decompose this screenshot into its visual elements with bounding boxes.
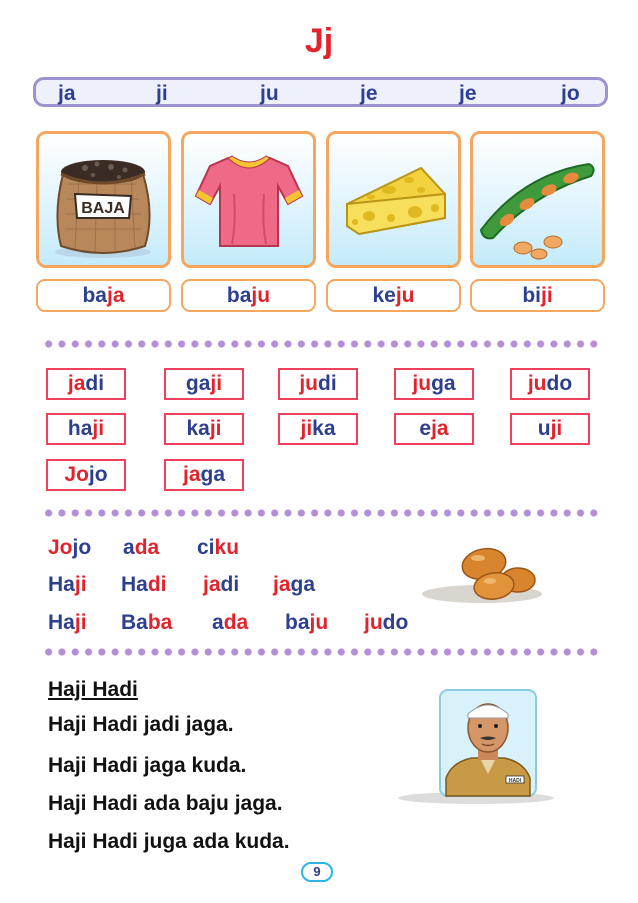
sentence-word: jadi	[203, 573, 240, 596]
syllable: jo	[561, 82, 580, 105]
word-box: haji	[46, 413, 126, 445]
card-word: baju	[181, 279, 316, 312]
card-word: keju	[326, 279, 461, 312]
word-box: uji	[510, 413, 590, 445]
sentence-word: Haji	[48, 611, 87, 634]
seed-pod-image	[473, 134, 602, 265]
sentence-word: baju	[285, 611, 329, 634]
sentence-word: jaga	[273, 573, 316, 596]
shirt-image	[184, 134, 313, 265]
syllable: ju	[260, 82, 279, 105]
ciku-fruit-image	[420, 538, 545, 606]
sack-label: BAJA	[81, 200, 125, 217]
word-box: gaji	[164, 368, 244, 400]
card-word: biji	[470, 279, 605, 312]
card-word: baja	[36, 279, 171, 312]
page-number: 9	[301, 862, 333, 882]
story-line: Haji Hadi ada baju jaga.	[48, 792, 283, 815]
cheese-image	[329, 134, 458, 265]
story-line: Haji Hadi juga ada kuda.	[48, 830, 290, 853]
sentence-word: ada	[212, 611, 249, 634]
syllable: ja	[58, 82, 76, 105]
word-box: jika	[278, 413, 358, 445]
sentence-word: Jojo	[48, 536, 92, 559]
sentence-word: judo	[364, 611, 409, 634]
syllable-bar	[33, 77, 608, 107]
picture-card	[181, 131, 316, 268]
sentence-word: Hadi	[121, 573, 167, 596]
syllable: je	[360, 82, 378, 105]
page-title: Jj	[304, 22, 334, 60]
story-line: Haji Hadi jaga kuda.	[48, 754, 247, 777]
word-box: kaji	[164, 413, 244, 445]
picture-card	[36, 131, 171, 268]
sentence-word: Haji	[48, 573, 87, 596]
syllable: je	[459, 82, 477, 105]
word-box: Jojo	[46, 459, 126, 491]
sentence-word: ciku	[197, 536, 240, 559]
dotted-divider	[42, 647, 602, 657]
word-box: judo	[510, 368, 590, 400]
word-box: juga	[394, 368, 474, 400]
story-line: Haji Hadi jadi jaga.	[48, 713, 234, 736]
dotted-divider	[42, 339, 602, 349]
sentence-word: Baba	[121, 611, 173, 634]
fertilizer-sack-image	[39, 134, 168, 265]
word-box: eja	[394, 413, 474, 445]
word-box: judi	[278, 368, 358, 400]
picture-card	[326, 131, 461, 268]
sentence-word: ada	[123, 536, 160, 559]
dotted-divider	[42, 508, 602, 518]
word-box: jadi	[46, 368, 126, 400]
picture-card	[470, 131, 605, 268]
syllable: ji	[156, 82, 168, 105]
haji-hadi-portrait	[396, 688, 556, 806]
story-title: Haji Hadi	[48, 678, 138, 701]
word-box: jaga	[164, 459, 244, 491]
name-badge: HADI	[508, 778, 522, 784]
